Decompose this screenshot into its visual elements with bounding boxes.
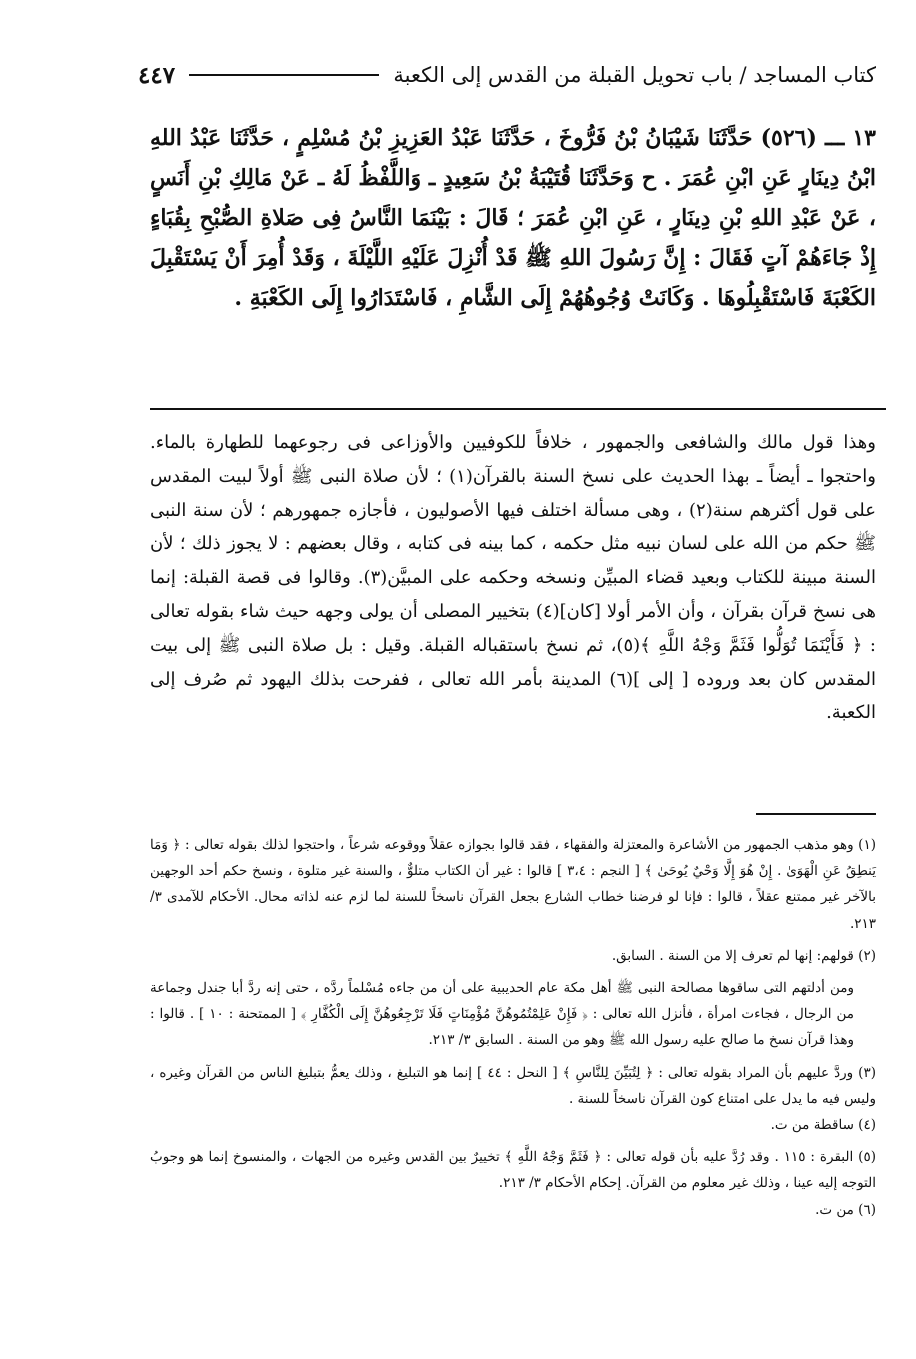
footnote-5: (٥) البقرة : ١١٥ . وقد رُدَّ عليه بأن قوله تعالى : ﴿ فَثَمَّ وَجْهُ اللَّهِ ﴾ تخييرٌ بين القدس وغيره من الجهات ، والمنسوخ إنما هو وجوبُ التوجه إليه عينا ، وذلك غير معلوم من القرآن. إحكام الأحكام ٣/ ٢١٣. (150, 1149, 876, 1192)
footnote-2: (٢) قولهم: إنها لم تعرف إلا من السنة . السابق. (611, 947, 876, 964)
footnote-4: (٤) ساقطة من ت. (770, 1117, 876, 1134)
commentary-text: وهذا قول مالك والشافعى والجمهور ، خلافاً للكوفيين والأوزاعى فى رجوعهما للطهارة بالماء. واحتجوا ـ أيضاً ـ بهذا الحديث على نسخ السنة بالقرآن(١) ؛ لأن صلاة النبى ﷺ أولاً لبيت المقدس على قول أكثرهم سنة(٢) ، وهى مسألة اختلف فيها الأصوليون ، فأجازه جمهورهم ؛ لأن سنة النبى ﷺ حكم من الله على لسان نبيه مثل حكمه ، كما بينه فى كتابه ، وقال بعضهم : لا يجوز ذلك ؛ لأن السنة مبينة للكتاب وبعيد قضاء المبيِّن ونسخه وحكمه على المبيَّن(٣). وقالوا فى قصة القبلة: إنما هى نسخ قرآن بقرآن ، وأن الأمر أولا [كان](٤) بتخيير المصلى أن يولى وجهه حيث شاء بقوله تعالى : ﴿ فَأَيْنَمَا تُوَلُّوا فَثَمَّ وَجْهُ اللَّهِ ﴾(٥)، ثم نسخ باستقباله القبلة. وقيل : بل صلاة النبى ﷺ إلى بيت المقدس كان بعد وروده [ إلى ](٦) المدينة بأمر الله تعالى ، ففرحت بذلك اليهود ثم صُرف إلى الكعبة. (150, 432, 877, 724)
header-rule (189, 74, 379, 76)
footnotes-divider (756, 813, 876, 815)
hadith-text: ١٣ ـــ (٥٢٦) حَدَّثَنَا شَيْبَانُ بْنُ فَرُّوخَ ، حَدَّثَنَا عَبْدُ العَزِيزِ بْنُ مُسْلِمٍ ، حَدَّثَنَا عَبْدُ اللهِ ابْنُ دِينَارٍ عَنِ ابْنِ عُمَرَ . ح وَحَدَّثَنَا قُتَيْبَةُ بْنُ سَعِيدٍ ـ وَاللَّفْظُ لَهُ ـ عَنْ مَالِكِ بْنِ أَنَسٍ ، عَنْ عَبْدِ اللهِ بْنِ دِينَارٍ ، عَنِ ابْنِ عُمَرَ ؛ قَالَ : بَيْنَمَا النَّاسُ فِى صَلاةِ الصُّبْحِ بِقُبَاءٍ إِذْ جَاءَهُمْ آتٍ فَقَالَ : إِنَّ رَسُولَ اللهِ ﷺ قَدْ أُنْزِلَ عَلَيْهِ اللَّيْلَةَ ، وَقَدْ أُمِرَ أَنْ يَسْتَقْبِلَ الكَعْبَةَ فَاسْتَقْبِلُوهَا . وَكَانَتْ وُجُوهُهُمْ إِلَى الشَّامِ ، فَاسْتَدَارُوا إِلَى الكَعْبَةِ . (150, 125, 876, 311)
page-header (138, 58, 876, 92)
main-divider (150, 408, 886, 410)
footnote-3: (٣) وردَّ عليهم بأن المراد بقوله تعالى : ﴿ لِتُبَيِّنَ لِلنَّاسِ ﴾ [ النحل : ٤٤ ] إنما هو التبليغ ، وذلك يعمُّ بتبليغ الناس من القرآن وغيره ، وليس فيه ما يدل على امتناع كون القرآن ناسخاً للسنة . (150, 1064, 876, 1107)
footnote-2-continued: ومن أدلتهم التى ساقوها مصالحة النبى ﷺ أهل مكة عام الحديبية على أن من جاءه مُسْلماً ردَّه ، حتى إنه ردَّ أبا جندل وجماعة من الرجال ، فجاءت امرأة ، فأنزل الله تعالى : ﴿ فَإِنْ عَلِمْتُمُوهُنَّ مُؤْمِنَاتٍ فَلَا تَرْجِعُوهُنَّ إِلَى الْكُفَّارِ ﴾ [ الممتحنة : ١٠ ] . قالوا : وهذا قرآن نسخ ما صالح عليه رسول الله ﷺ وهو من السنة . السابق ٣/ ٢١٣. (150, 980, 854, 1049)
page-number: ٤٤٧ (138, 61, 176, 89)
footnote-6: (٦) من ت. (815, 1201, 876, 1218)
running-title: كتاب المساجد / باب تحويل القبلة من القدس إلى الكعبة (393, 63, 876, 87)
footnote-1: (١) وهو مذهب الجمهور من الأشاعرة والمعتزلة والفقهاء ، فقد قالوا بجوازه عقلاً ووقوعه شرعاً ، واحتجوا لذلك بقوله تعالى : ﴿ وَمَا يَنطِقُ عَنِ الْهَوَىٰ . إِنْ هُوَ إِلَّا وَحْيٌ يُوحَىٰ ﴾ [ النجم : ٣،٤ ] قالوا : غير أن الكتاب متلوٌّ ، والسنة غير متلوة ، ونسخ حكم أحد الوجهين بالآخر غير ممتنع عقلاً ، قالوا : فإنا لو فرضنا خطاب الشارع بجعل القرآن ناسخاً للسنة لما لزم عنه لذاته محال. الأحكام للآمدى ٣/ ٢١٣. (150, 837, 876, 932)
footnotes (150, 832, 876, 1223)
